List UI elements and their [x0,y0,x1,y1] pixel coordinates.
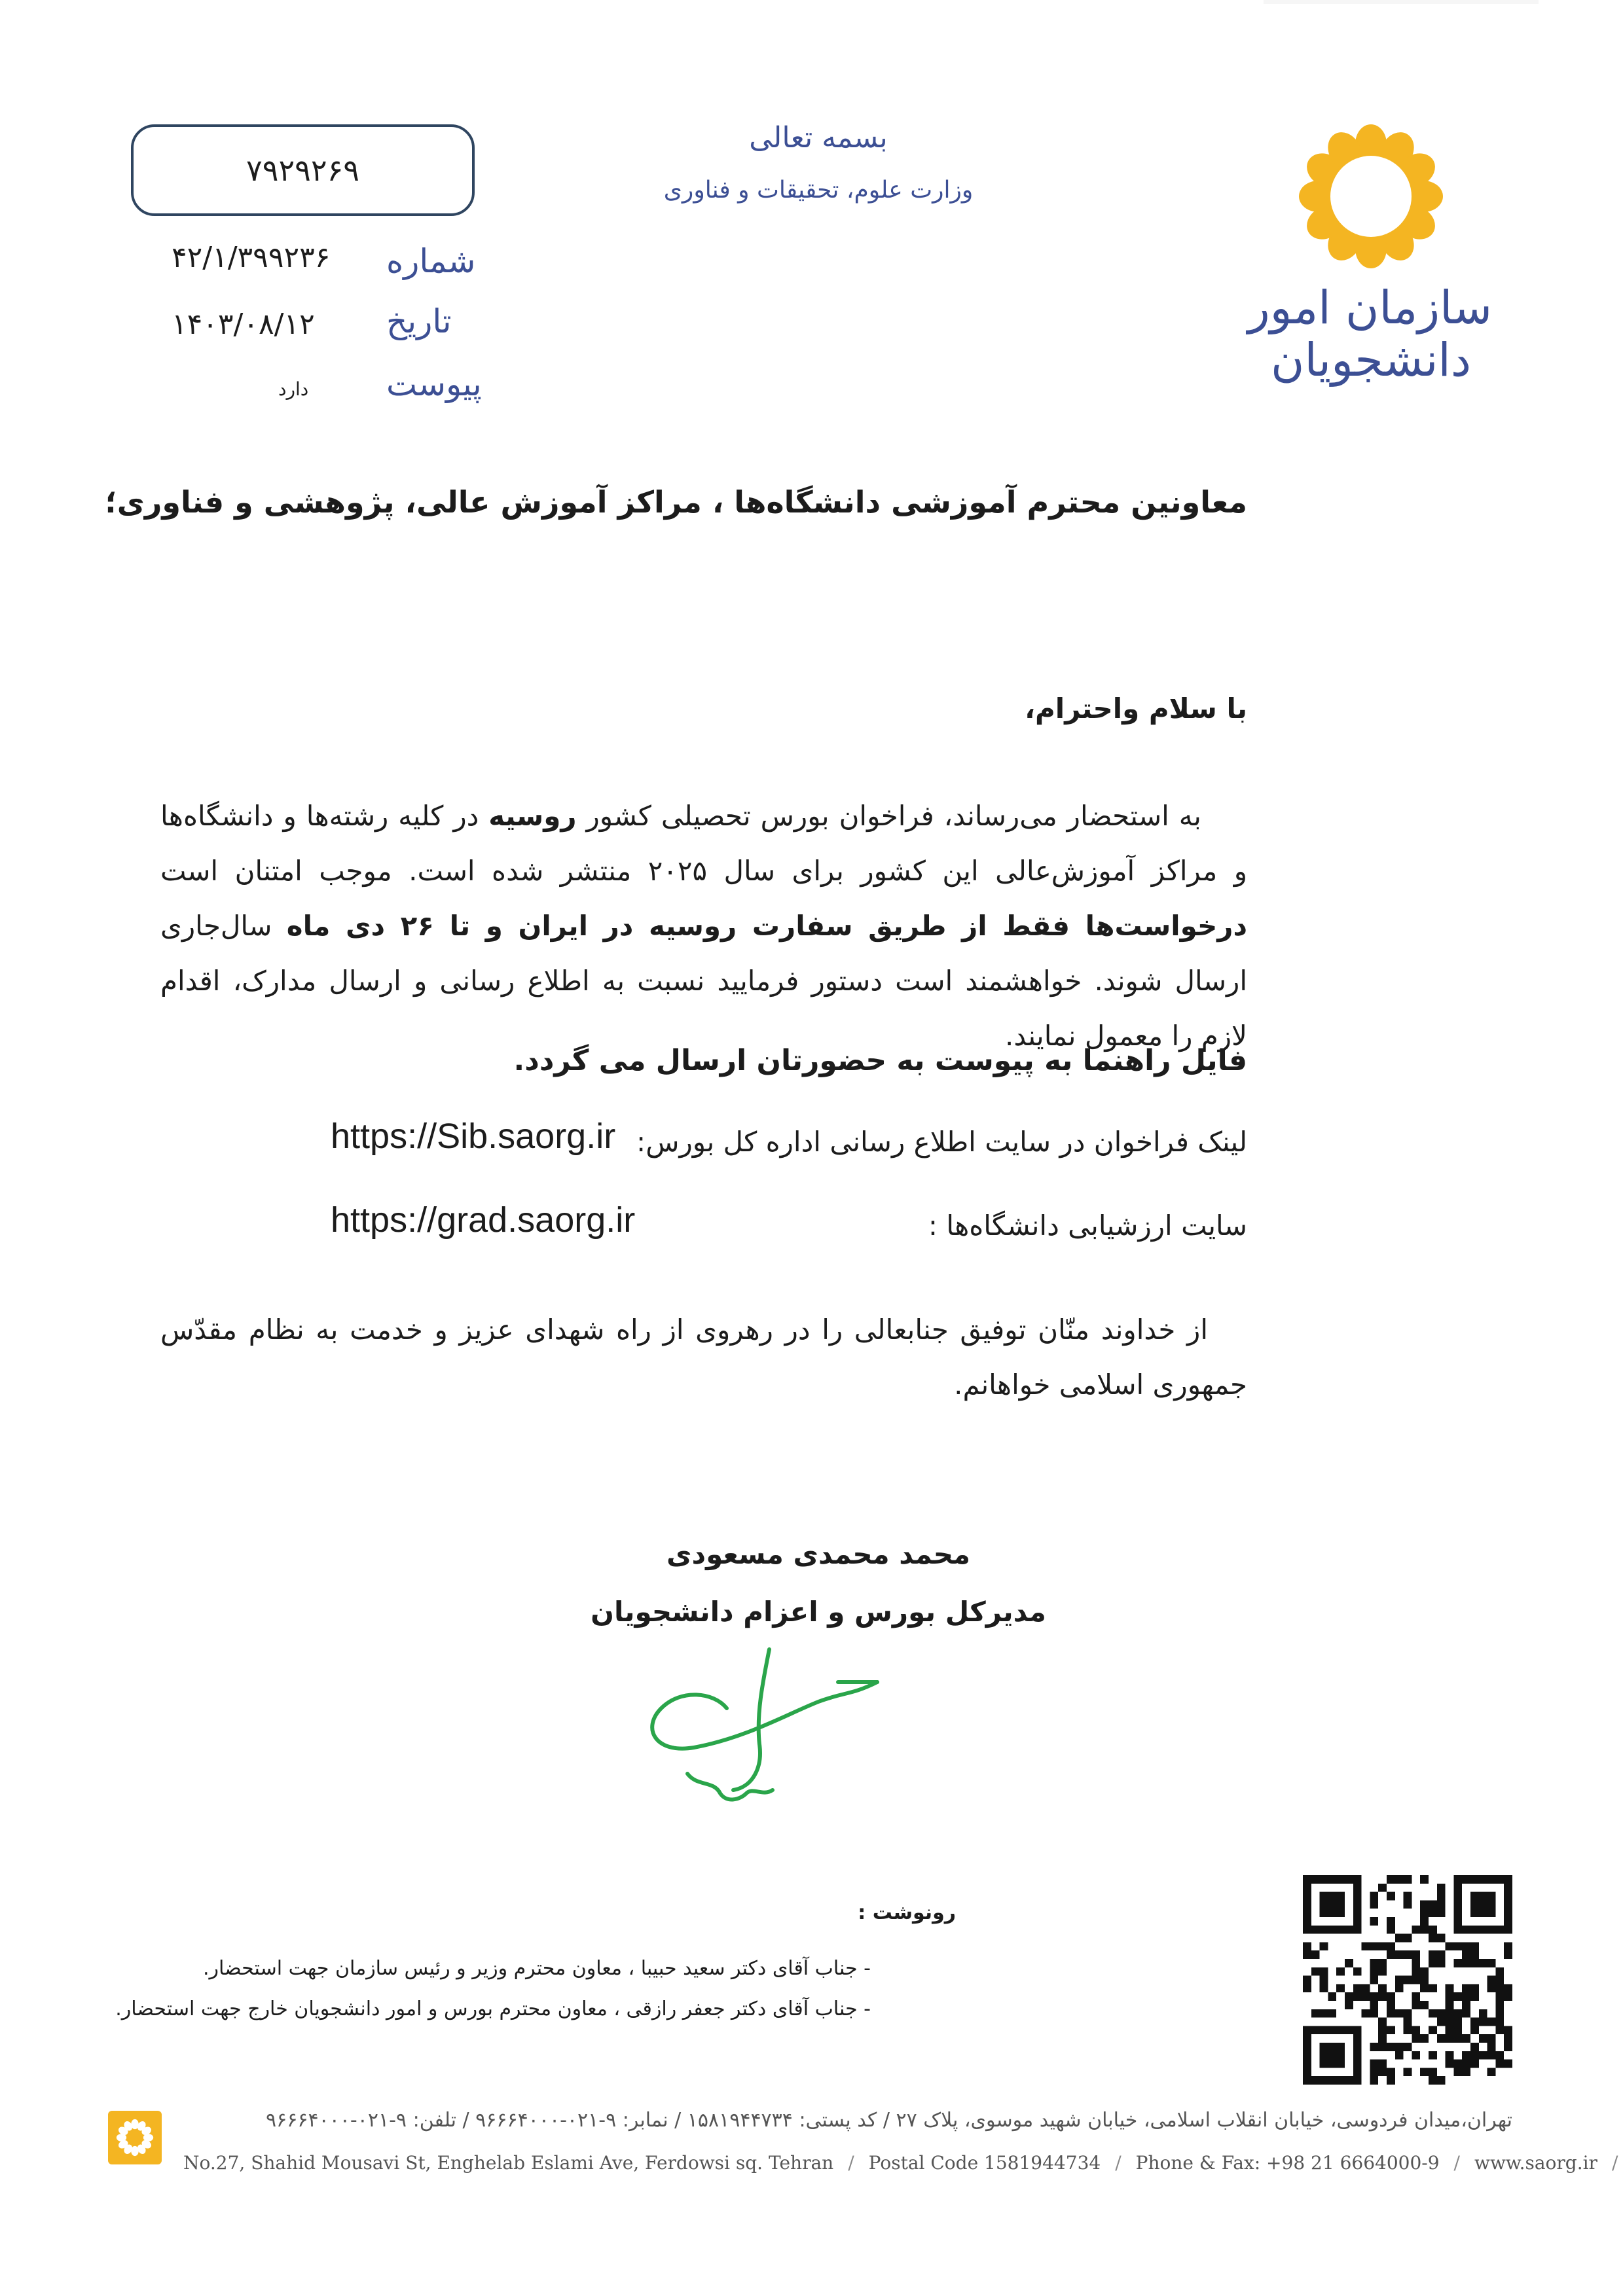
qr-module [1479,2009,1487,2018]
number-label: شماره [386,242,476,280]
qr-module [1345,2001,1353,2009]
qr-module [1311,2009,1320,2018]
qr-module [1462,2009,1470,2018]
qr-module [1404,2043,1412,2051]
qr-module [1303,1984,1311,1992]
qr-module [1495,2009,1504,2018]
qr-module [1412,1959,1420,1967]
qr-module [1378,1884,1387,1892]
qr-module [1387,2076,1395,2085]
qr-module [1453,2018,1462,2026]
qr-module [1404,1900,1412,1909]
qr-module [1370,2043,1378,2051]
qr-module [1395,1934,1404,1943]
footer-separator: / [848,2152,854,2174]
qr-module [1420,1875,1429,1884]
qr-module [1462,2060,1470,2068]
qr-module [1404,1934,1412,1943]
requests-deadline: درخواست‌ها فقط از طریق سفارت روسیه در ایران و تا ۲۶ دی ماه [286,910,1247,942]
signer-title: مدیرکل بورس و اعزام دانشجویان [591,1596,1046,1628]
qr-module [1437,1934,1446,1943]
qr-module [1412,2051,1420,2060]
qr-module [1420,2001,1429,2009]
qr-module [1487,2051,1496,2060]
qr-module [1462,2051,1470,2060]
qr-module [1404,2068,1412,2076]
footer-separator: / [1115,2152,1122,2174]
greeting: با سلام واحترام، [1025,692,1247,725]
qr-module [1362,1942,1370,1950]
attachment-label: پیوست [386,365,482,403]
qr-module [1378,1967,1387,1976]
qr-module [1446,2009,1454,2018]
qr-module [1462,1992,1470,2001]
qr-module [1453,1992,1462,2001]
qr-module [1462,1950,1470,1959]
qr-module [1470,2026,1479,2034]
date-value: ۱۴۰۳/۰۸/۱۲ [172,308,315,341]
bismillah: بسمه تعالی [749,121,888,154]
qr-module [1429,2076,1437,2085]
reference-number-box: ۷۹۲۹۲۶۹ [131,124,475,216]
qr-module [1470,2043,1479,2051]
footer-logo [108,2111,162,2164]
qr-module [1404,2018,1412,2026]
qr-module [1353,1967,1362,1976]
qr-module [1495,1976,1504,1984]
qr-module [1453,1942,1462,1950]
org-name-line2: دانشجویان [1270,333,1472,387]
qr-module [1479,2034,1487,2043]
qr-module [1420,2068,1429,2076]
qr-module [1420,2034,1429,2043]
qr-module [1387,1950,1395,1959]
qr-module [1487,2043,1496,2051]
qr-module [1446,1992,1454,2001]
qr-module [1495,2001,1504,2009]
attachment-note: فایل راهنما به پیوست به حضورتان ارسال می گردد. [513,1044,1247,1077]
qr-module [1303,1942,1311,1950]
qr-module [1387,2009,1395,2018]
qr-module [1429,2026,1437,2034]
handwritten-signature [622,1636,910,1833]
footer-phone: Phone & Fax: +98 21 6664000-9 [1135,2152,1440,2174]
qr-module [1495,1984,1504,1992]
main-paragraph-part3: سال‌جاری ارسال شوند. خواهشمند است دستور فرمایید نسبت به اطلاع رسانی و ارسال مدارک، اقدام لازم را معمول نمایند. [160,910,1247,1052]
qr-module [1504,1992,1512,2001]
qr-module [1412,2001,1420,2009]
organization-logo [1247,121,1492,396]
qr-module [1462,1959,1470,1967]
cc-item: - جناب آقای دکتر سعید حبیبا ، معاون محترم وزیر و رئیس سازمان جهت استحضار. [202,1957,871,1980]
qr-module [1387,2026,1395,2034]
qr-module [1420,1909,1429,1917]
qr-module [1370,1900,1378,1909]
qr-module [1412,1976,1420,1984]
qr-module [1387,2001,1395,2009]
qr-module [1320,2009,1328,2018]
qr-module [1370,1976,1378,1984]
qr-module [1345,1959,1353,1967]
qr-module [1378,2043,1387,2051]
footer-address-fa: تهران،میدان فردوسی، خیابان انقلاب اسلامی، خیابان شهید موسوی، پلاک ۲۷ / کد پستی: ۱۵۸۱۹۴۴۷۳۴ / نمابر: ۹-۰۲۱-۹۶۶۶۴۰۰۰ / تلفن: ۹-۰۲۱-۹۶۶۶۴۰۰۰ [266,2109,1512,2132]
qr-module [1437,1884,1446,1892]
top-edge-strip [1264,0,1539,4]
qr-module [1370,1967,1378,1976]
qr-module [1420,1926,1429,1934]
qr-module [1320,2043,1345,2068]
qr-module [1487,2018,1496,2026]
qr-module [1446,2060,1454,2068]
qr-module [1404,2009,1412,2018]
qr-module [1387,1992,1395,2001]
qr-module [1311,1967,1320,1976]
qr-module [1453,2034,1462,2043]
main-paragraph [160,789,1247,1064]
qr-module [1437,1900,1446,1909]
qr-module [1378,1942,1387,1950]
qr-module [1370,1959,1378,1967]
attachment-value: دارد [278,378,309,400]
qr-module [1311,1950,1320,1959]
main-paragraph-part2: در کلیه رشته‌ها و دانشگاه‌ها و مراکز آموزش‌عالی این کشور برای سال ۲۰۲۵ منتشر شده است. موجب امتنان است [160,800,1247,887]
qr-module [1395,1984,1404,1992]
qr-module [1446,2026,1454,2034]
qr-module [1387,1917,1395,1926]
signer-name: محمد محمدی مسعودی [666,1538,970,1570]
qr-module [1470,1892,1495,1917]
qr-module [1504,2060,1512,2068]
qr-module [1320,1892,1345,1917]
qr-module [1446,2051,1454,2060]
qr-module [1446,2034,1454,2043]
qr-module [1429,1926,1437,1934]
qr-module [1495,2051,1504,2060]
qr-module [1420,1967,1429,1976]
qr-module [1412,1992,1420,2001]
qr-module [1412,1950,1420,1959]
qr-module [1370,2009,1378,2018]
qr-module [1404,2026,1412,2034]
qr-module [1404,1875,1412,1884]
country-name: روسیه [488,800,577,832]
footer-postal-code: Postal Code 1581944734 [868,2152,1101,2174]
qr-module [1470,1984,1479,1992]
qr-module [1487,2034,1496,2043]
qr-module [1462,2034,1470,2043]
qr-module [1387,1892,1395,1901]
qr-module [1504,1942,1512,1950]
qr-module [1487,2068,1496,2076]
qr-module [1387,2043,1395,2051]
qr-module [1362,1992,1370,2001]
qr-module [1437,2018,1446,2026]
qr-module [1470,1959,1479,1967]
qr-module [1429,1909,1437,1917]
qr-module [1378,1984,1387,1992]
qr-module [1487,1976,1496,1984]
qr-module [1437,2076,1446,2085]
qr-module [1504,2034,1512,2043]
qr-module [1453,2026,1462,2034]
qr-module [1387,2068,1395,2076]
qr-module [1336,1967,1345,1976]
qr-module [1336,1984,1345,1992]
qr-module [1370,2001,1378,2009]
qr-module [1328,1992,1336,2001]
qr-module [1429,1984,1437,1992]
qr-module [1378,2034,1387,2043]
qr-module [1495,2026,1504,2034]
qr-module [1453,2068,1462,2076]
qr-module [1420,1900,1429,1909]
qr-module [1370,2076,1378,2085]
qr-module [1504,2026,1512,2034]
qr-module [1479,2018,1487,2026]
qr-module [1320,1976,1328,1984]
qr-module [1446,1984,1454,1992]
qr-module [1429,2009,1437,2018]
qr-module [1446,2018,1454,2026]
qr-module [1495,2018,1504,2026]
qr-module [1479,1959,1487,1967]
qr-module [1370,1917,1378,1926]
cc-title: رونوشت : [858,1901,956,1924]
qr-module [1446,2001,1454,2009]
footer-separator: / [1611,2152,1618,2174]
qr-module [1320,1984,1328,1992]
qr-module [1378,2026,1387,2034]
qr-module [1387,1875,1395,1884]
qr-module [1395,2043,1404,2051]
qr-module [1370,2060,1378,2068]
qr-module [1446,1942,1454,1950]
qr-module [1395,1875,1404,1884]
closing-text: از خداوند منّان توفیق جنابعالی را در رهروی از راه شهدای عزیز و خدمت به نظام مقدّس جمهوری اسلامی خواهانم. [160,1314,1247,1401]
qr-module [1495,2060,1504,2068]
qr-module [1303,1976,1311,1984]
qr-module [1437,1959,1446,1967]
cc-item: - جناب آقای دکتر جعفر رازقی ، معاون محترم بورس و امور دانشجویان خارج جهت استحضار. [115,1998,871,2020]
footer-website[interactable]: www.saorg.ir [1474,2152,1597,2174]
qr-module [1404,1976,1412,1984]
qr-module [1504,1950,1512,1959]
qr-module [1429,2051,1437,2060]
link2-label: سایت ارزشیابی دانشگاه‌ها : [928,1210,1247,1242]
footer-address-en [183,2152,1618,2174]
qr-module [1437,2009,1446,2018]
qr-module [1420,1917,1429,1926]
qr-module [1303,1950,1311,1959]
main-paragraph-part1: به استحضار می‌رساند، فراخوان بورس تحصیلی کشور [576,800,1201,832]
qr-module [1437,2034,1446,2043]
qr-module [1495,1992,1504,2001]
date-label: تاریخ [386,302,452,340]
qr-module [1320,1942,1328,1950]
qr-module [1479,2051,1487,2060]
qr-module [1420,1984,1429,1992]
closing-paragraph [160,1302,1247,1412]
qr-module [1395,2051,1404,2060]
qr-module [1429,1900,1437,1909]
qr-module [1370,2068,1378,2076]
qr-module [1470,1950,1479,1959]
qr-module [1429,1950,1437,1959]
qr-module [1353,1992,1362,2001]
qr-module [1378,2068,1387,2076]
sun-emblem-icon [114,2117,156,2159]
qr-module [1412,2026,1420,2034]
qr-module [1453,1959,1462,1967]
qr-module [1412,1967,1420,1976]
qr-module [1437,1909,1446,1917]
qr-module [1345,1992,1353,2001]
qr-module [1378,2060,1387,2068]
sun-emblem-icon [1250,121,1492,278]
qr-module [1470,1942,1479,1950]
qr-module [1378,2018,1387,2026]
qr-module [1470,2018,1479,2026]
qr-module [1404,1892,1412,1901]
qr-module [1470,1992,1479,2001]
qr-module [1370,1892,1378,1901]
qr-module [1462,2068,1470,2076]
qr-module [1370,1992,1378,2001]
qr-module [1387,1942,1395,1950]
qr-module [1362,2009,1370,2018]
qr-module [1412,2034,1420,2043]
addressee-heading: معاونین محترم آموزشی دانشگاه‌ها ، مراکز آموزش عالی، پژوهشی و فناوری؛ [105,484,1247,520]
qr-module [1395,1950,1404,1959]
link1-label: لینک فراخوان در سایت اطلاع رسانی اداره کل بورس: [636,1126,1247,1158]
footer-address: No.27, Shahid Mousavi St, Enghelab Eslami Ave, Ferdowsi sq. Tehran [183,2152,834,2174]
qr-module [1504,2043,1512,2051]
qr-module [1429,1959,1437,1967]
qr-module [1495,1967,1504,1976]
link1-url[interactable]: https://Sib.saorg.ir [331,1117,616,1156]
qr-module [1378,1959,1387,1967]
qr-module [1370,1942,1378,1950]
ministry-name: وزارت علوم، تحقیقات و فناوری [663,177,974,204]
qr-module [1412,1926,1420,1934]
qr-module [1470,2051,1479,2060]
qr-module [1453,2060,1462,2068]
qr-module [1437,1950,1446,1959]
qr-module [1429,1934,1437,1943]
qr-module [1470,2060,1479,2068]
qr-module [1353,1984,1362,1992]
footer-separator: / [1453,2152,1460,2174]
qr-module [1462,1942,1470,1950]
qr-code [1303,1875,1512,2085]
qr-module [1437,1892,1446,1901]
qr-module [1453,2009,1462,2018]
qr-module [1395,2009,1404,2018]
qr-module [1378,1992,1387,2001]
qr-module [1487,1984,1496,1992]
link2-url[interactable]: https://grad.saorg.ir [331,1200,636,1240]
qr-module [1487,1959,1496,1967]
qr-module [1420,1976,1429,1984]
qr-module [1504,1984,1512,1992]
qr-module [1387,1926,1395,1934]
qr-module [1404,1950,1412,1959]
qr-module [1462,2001,1470,2009]
qr-module [1320,1967,1328,1976]
qr-module [1362,1984,1370,1992]
number-value: ۴۲/۱/۳۹۹۲۳۶ [172,241,331,274]
qr-module [1429,2068,1437,2076]
qr-module [1462,1984,1470,1992]
org-name-line1: سازمان امور [1247,281,1492,334]
qr-module [1395,1976,1404,1984]
qr-module [1328,2009,1336,2018]
